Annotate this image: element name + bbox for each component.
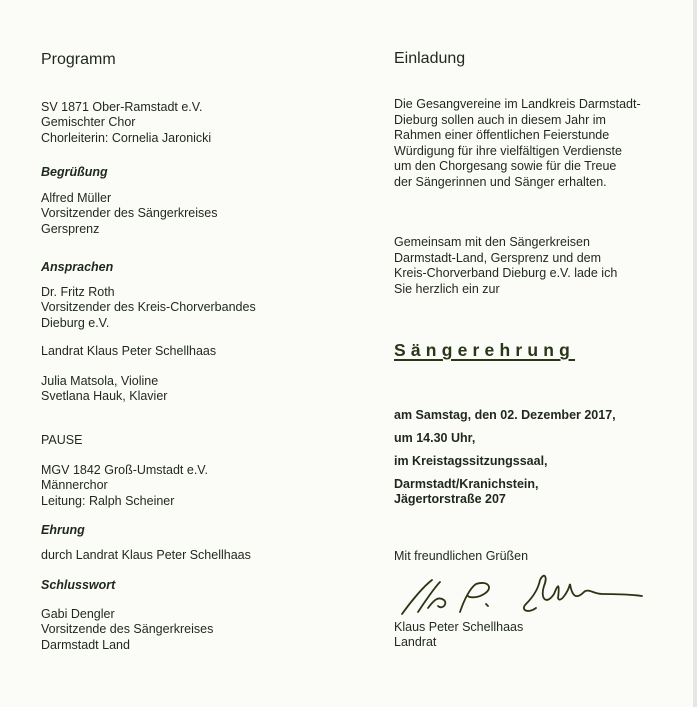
invitation-para1 (394, 97, 641, 191)
signer-name: Klaus Peter Schellhaas (394, 620, 524, 634)
text-line: Darmstadt Land (41, 637, 130, 652)
text-line: Kreis-Chorverband Dieburg e.V. lade ich (394, 266, 618, 281)
pause: PAUSE (41, 433, 83, 447)
text-line: Sie herzlich ein zur (394, 281, 500, 296)
text-line: Vorsitzender des Sängerkreises (41, 206, 218, 221)
text-line: Dieburg sollen auch in diesem Jahr im (394, 112, 606, 127)
text-line: Dr. Fritz Roth (41, 285, 115, 299)
honor: durch Landrat Klaus Peter Schellhaas (41, 548, 251, 562)
text-line: MGV 1842 Groß-Umstadt e.V. (41, 463, 208, 477)
closing-heading: Schlusswort (41, 578, 116, 592)
closing-greeting: Mit freundlichen Grüßen (394, 549, 529, 563)
text-line: Rahmen einer öffentlichen Feierstunde (394, 128, 610, 143)
event-venue: im Kreistagssitzungssaal, (394, 454, 548, 468)
music-block (41, 374, 167, 405)
honor-heading: Ehrung (41, 523, 85, 537)
choir2-block (41, 463, 208, 509)
text-line: Gemischter Chor (41, 115, 136, 130)
speech1-block (41, 285, 256, 331)
text-line: Leitung: Ralph Scheiner (41, 493, 175, 508)
text-line: Gemeinsam mit den Sängerkreisen (394, 235, 590, 249)
text-line: Alfred Müller (41, 191, 112, 205)
text-line: Die Gesangvereine im Landkreis Darmstadt- (394, 97, 641, 111)
text-line: Julia Matsola, Violine (41, 374, 159, 388)
event-time: um 14.30 Uhr, (394, 431, 476, 445)
greeting-block (41, 191, 217, 237)
speech2: Landrat Klaus Peter Schellhaas (41, 344, 217, 358)
text-line: Jägertorstraße 207 (394, 492, 506, 507)
text-line: Svetlana Hauk, Klavier (41, 389, 168, 404)
signer-block (394, 620, 523, 651)
choir1-block (41, 100, 211, 146)
invitation-heading: Einladung (394, 50, 466, 67)
signature (398, 570, 648, 620)
event-title: Sängerehrung (394, 340, 576, 360)
text-line: SV 1871 Ober-Ramstadt e.V. (41, 100, 203, 114)
signer-title: Landrat (394, 635, 437, 650)
speeches-heading: Ansprachen (41, 260, 114, 274)
event-address (394, 477, 538, 508)
text-line: Darmstadt-Land, Gersprenz und dem (394, 250, 602, 265)
text-line: Chorleiterin: Cornelia Jaronicki (41, 130, 212, 145)
text-line: Gabi Dengler (41, 607, 115, 621)
text-line: Vorsitzender des Kreis-Chorverbandes (41, 300, 256, 315)
text-line: Dieburg e.V. (41, 315, 110, 330)
program-heading: Programm (41, 51, 116, 68)
event-date: am Samstag, den 02. Dezember 2017, (394, 408, 616, 422)
text-line: Darmstadt/Kranichstein, (394, 477, 539, 491)
text-line: der Sängerinnen und Sänger erhalten. (394, 174, 607, 189)
text-line: um den Chorgesang sowie für die Treue (394, 159, 617, 174)
text-line: Männerchor (41, 478, 108, 493)
text-line: Gersprenz (41, 221, 100, 236)
invitation-para2 (394, 235, 617, 297)
greeting-heading: Begrüßung (41, 165, 108, 179)
text-line: Vorsitzende des Sängerkreises (41, 622, 214, 637)
page-edge (693, 0, 697, 707)
closing-block (41, 607, 213, 653)
text-line: Würdigung für ihre vielfältigen Verdienste (394, 143, 622, 158)
